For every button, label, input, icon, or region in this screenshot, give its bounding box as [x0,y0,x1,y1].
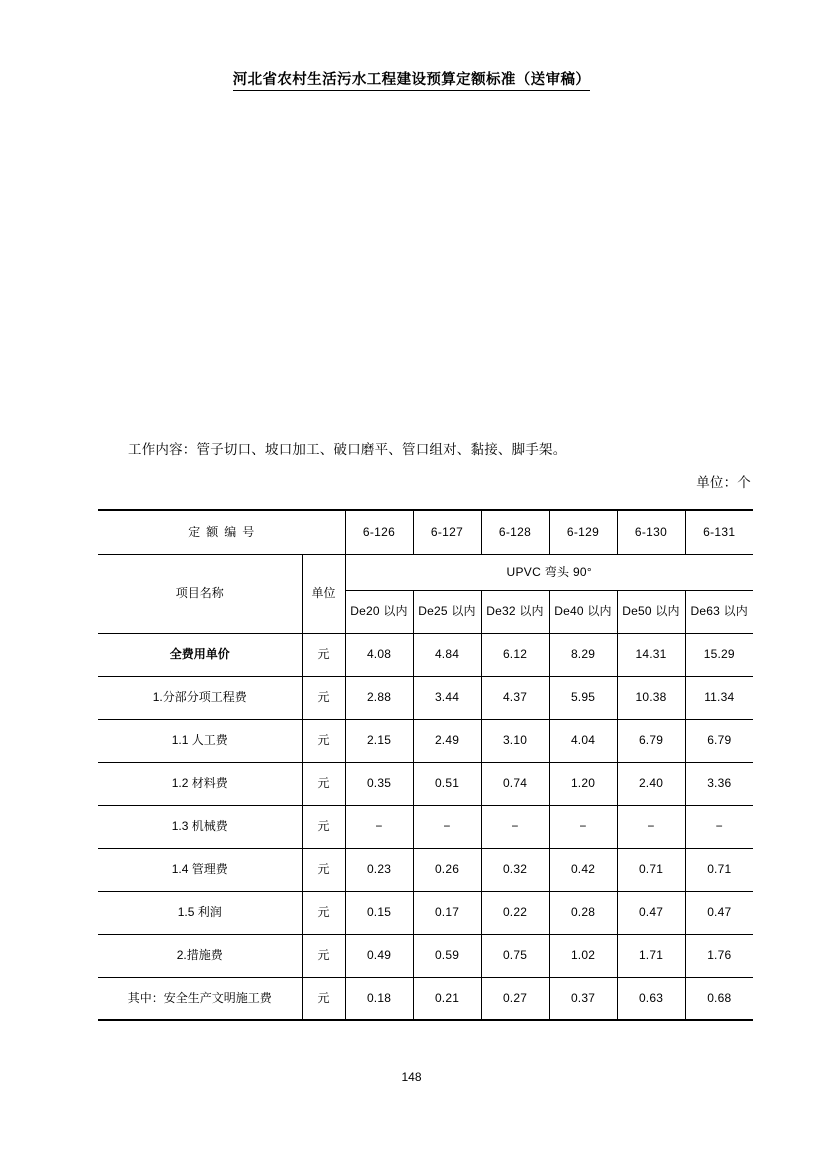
row-label: 全费用单价 [98,633,302,676]
row-value: 2.88 [345,676,413,719]
spec-cell: De63 以内 [685,590,753,633]
page-title [0,70,823,90]
quota-code-cell: 6-127 [413,510,481,554]
work-content-line: 工作内容：管子切口、坡口加工、破口磨平、管口组对、黏接、脚手架。 [128,442,567,457]
row-value: 6.79 [617,719,685,762]
spec-cell: De32 以内 [481,590,549,633]
row-unit: 元 [302,934,345,977]
row-value: 10.38 [617,676,685,719]
row-value: 0.51 [413,762,481,805]
row-label: 1.1 人工费 [98,719,302,762]
row-unit: 元 [302,891,345,934]
table-row [98,762,753,805]
row-value: 0.35 [345,762,413,805]
unit-note: 单位：个 [696,475,751,490]
row-value: − [413,805,481,848]
table-row [98,934,753,977]
row-value: 6.79 [685,719,753,762]
quota-code-cell: 6-130 [617,510,685,554]
row-value: 2.40 [617,762,685,805]
row-value: 1.76 [685,934,753,977]
row-value: 0.74 [481,762,549,805]
row-value: 4.04 [549,719,617,762]
row-value: 1.20 [549,762,617,805]
row-label: 1.5 利润 [98,891,302,934]
table-row [98,977,753,1020]
row-value: − [685,805,753,848]
row-value: 1.02 [549,934,617,977]
row-value: 8.29 [549,633,617,676]
row-value: 15.29 [685,633,753,676]
table-row [98,676,753,719]
row-unit: 元 [302,805,345,848]
row-value: 0.42 [549,848,617,891]
row-value: 14.31 [617,633,685,676]
quota-code-cell: 6-131 [685,510,753,554]
quota-code-cell: 6-126 [345,510,413,554]
row-unit: 元 [302,848,345,891]
row-value: 3.36 [685,762,753,805]
row-value: 0.59 [413,934,481,977]
row-unit: 元 [302,633,345,676]
row-value: 0.18 [345,977,413,1020]
spec-cell: De40 以内 [549,590,617,633]
row-value: − [345,805,413,848]
row-value: 0.21 [413,977,481,1020]
row-value: 0.32 [481,848,549,891]
row-value: 0.23 [345,848,413,891]
row-value: 11.34 [685,676,753,719]
row-unit: 元 [302,719,345,762]
row-value: 0.75 [481,934,549,977]
row-label: 1.3 机械费 [98,805,302,848]
row-value: 0.26 [413,848,481,891]
table-row [98,891,753,934]
spec-cell: De25 以内 [413,590,481,633]
row-value: − [481,805,549,848]
table-header-group [98,554,753,590]
row-value: 3.10 [481,719,549,762]
row-value: 0.22 [481,891,549,934]
row-value: 0.28 [549,891,617,934]
row-value: 6.12 [481,633,549,676]
row-value: − [617,805,685,848]
row-value: 4.37 [481,676,549,719]
quota-table-container [98,509,753,1021]
quota-table [98,509,753,1021]
row-value: 0.15 [345,891,413,934]
table-row [98,848,753,891]
unit-label: 单位 [302,554,345,633]
quota-code-cell: 6-129 [549,510,617,554]
quota-code-cell: 6-128 [481,510,549,554]
row-label: 1.4 管理费 [98,848,302,891]
item-name-label: 项目名称 [98,554,302,633]
table-row [98,805,753,848]
page-number: 148 [401,1070,422,1084]
row-value: 0.37 [549,977,617,1020]
row-value: 0.49 [345,934,413,977]
row-value: 0.47 [685,891,753,934]
row-value: 0.63 [617,977,685,1020]
table-header-quota-number [98,510,753,554]
row-label: 1.分部分项工程费 [98,676,302,719]
row-label: 2.措施费 [98,934,302,977]
row-value: 0.71 [617,848,685,891]
row-value: 1.71 [617,934,685,977]
group-header-upvc-elbow: UPVC 弯头 90° [345,554,753,590]
row-value: 0.27 [481,977,549,1020]
quota-number-label: 定额编号 [98,510,345,554]
row-value: 3.44 [413,676,481,719]
table-row [98,633,753,676]
row-unit: 元 [302,676,345,719]
row-value: 4.08 [345,633,413,676]
row-value: 5.95 [549,676,617,719]
row-value: 2.49 [413,719,481,762]
row-unit: 元 [302,977,345,1020]
row-value: 0.68 [685,977,753,1020]
row-value: 0.71 [685,848,753,891]
row-label: 其中：安全生产文明施工费 [98,977,302,1020]
row-unit: 元 [302,762,345,805]
spec-cell: De20 以内 [345,590,413,633]
row-value: 2.15 [345,719,413,762]
row-value: 4.84 [413,633,481,676]
spec-cell: De50 以内 [617,590,685,633]
row-value: 0.47 [617,891,685,934]
row-label: 1.2 材料费 [98,762,302,805]
row-value: − [549,805,617,848]
page-title-text: 河北省农村生活污水工程建设预算定额标准（送审稿） [233,72,591,91]
row-value: 0.17 [413,891,481,934]
table-row [98,719,753,762]
